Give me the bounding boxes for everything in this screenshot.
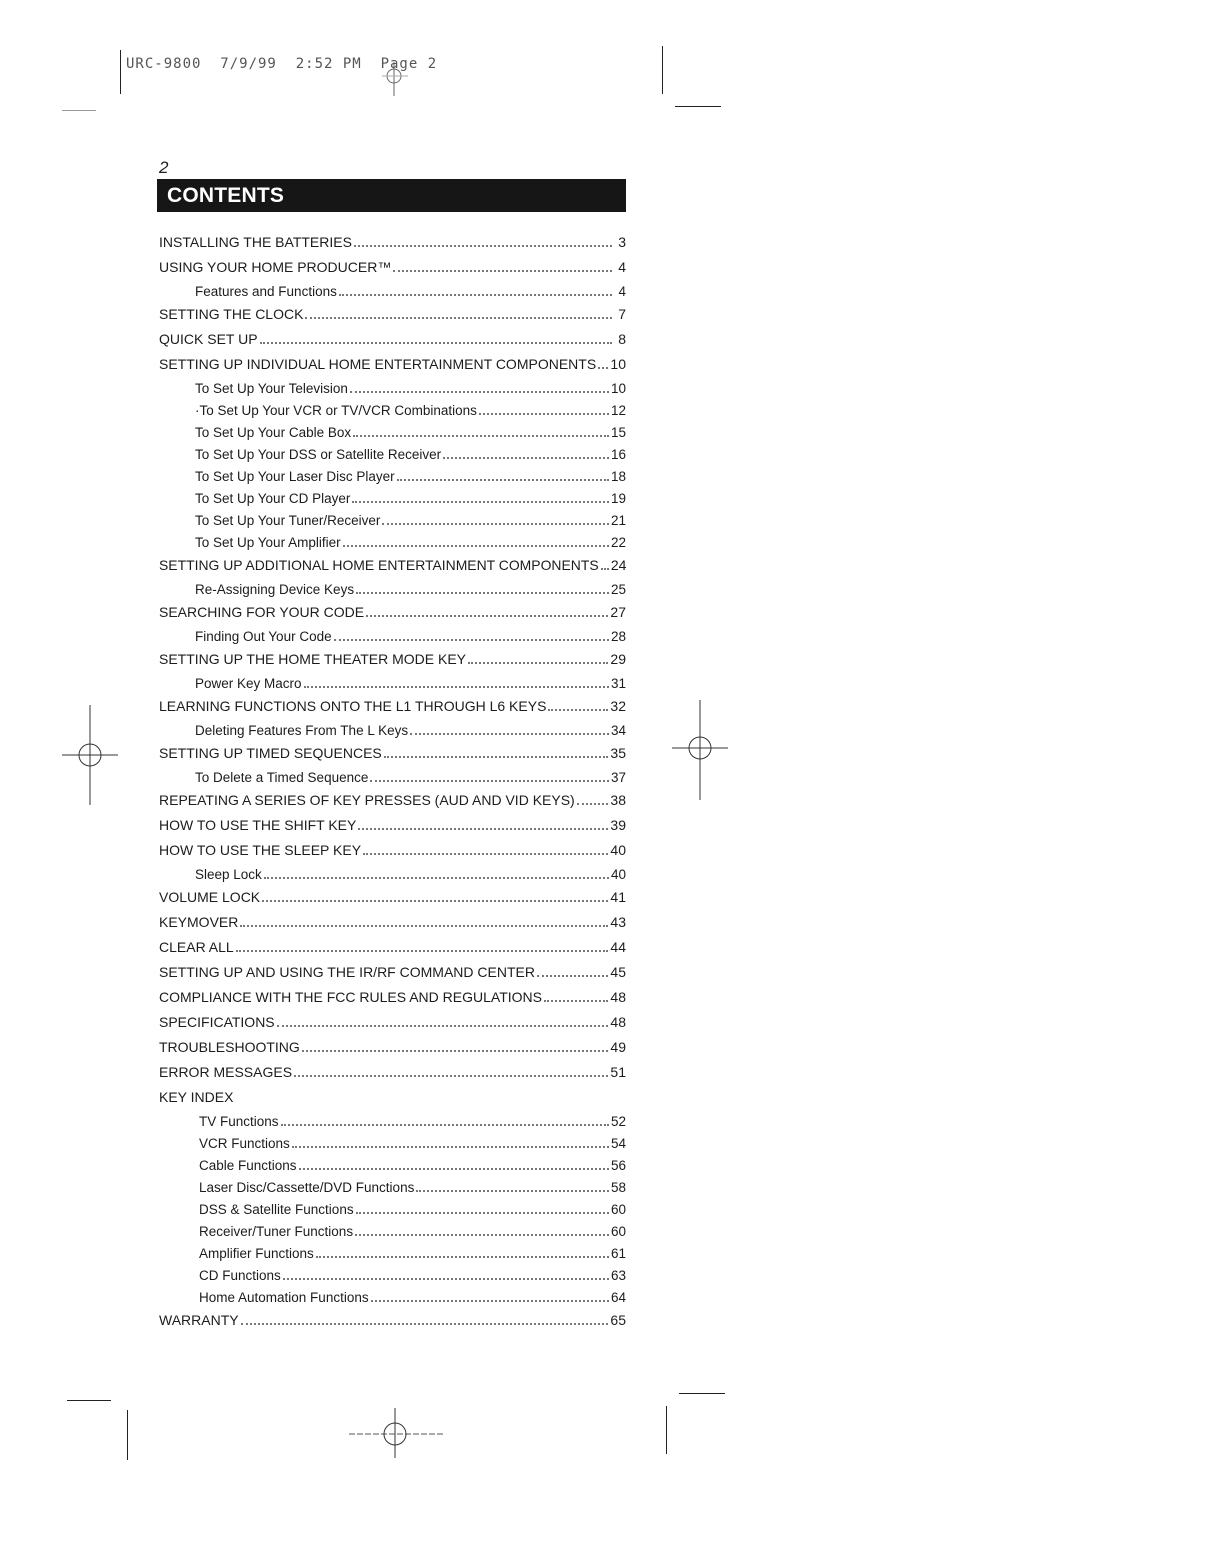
toc-entry-page: 18 [610,469,626,484]
dot-leader [236,938,609,952]
toc-entry-label: REPEATING A SERIES OF KEY PRESSES (AUD AND VID KEYS) [159,792,575,808]
dot-leader [370,768,609,782]
dot-leader [544,988,608,1002]
dot-leader [468,650,608,664]
toc-entry-page: 7 [618,306,626,322]
toc-entry-page: 31 [610,676,626,691]
toc-subentry [159,533,626,555]
toc-entry-page: 10 [610,356,626,372]
toc-entry-page: 35 [610,745,626,761]
toc-entry-page: 49 [610,1039,626,1055]
toc-entry-label: HOW TO USE THE SLEEP KEY [159,842,362,858]
dot-leader [334,627,609,641]
contents-title-bar [157,179,626,212]
crop-mark-top-left [120,50,121,94]
toc-entry-label: SETTING THE CLOCK [159,306,304,322]
dot-leader [343,533,609,547]
crop-mark-bottom-right-horizontal [679,1393,725,1394]
page-number: 2 [159,158,169,177]
toc-entry [159,1310,626,1335]
toc-entry [159,1037,626,1062]
dot-leader [292,1134,609,1148]
toc-entry-page: 48 [610,1014,626,1030]
toc-entry-page: 29 [610,651,626,667]
toc-entry-page: 61 [610,1246,626,1261]
toc-entry-label: USING YOUR HOME PRODUCER™ [159,259,392,275]
toc-subentry [159,489,626,511]
toc-entry [159,304,626,329]
toc-entry-label: To Set Up Your CD Player [195,491,351,506]
toc-entry-page: 64 [610,1290,626,1305]
toc-entry [159,257,626,282]
toc-entry-page: 54 [610,1136,626,1151]
toc-entry-page: 3 [618,234,626,250]
dot-leader [382,511,609,525]
toc-entry [159,232,626,257]
toc-entry [159,696,626,721]
toc-entry-label: Finding Out Your Code [195,629,332,644]
toc-entry-label: Features and Functions [195,284,337,299]
toc-entry-label: SETTING UP ADDITIONAL HOME ENTERTAINMENT COMPONENTS [159,557,599,573]
toc-entry-label: Amplifier Functions [199,1246,314,1261]
toc-entry-label: Deleting Features From The L Keys [195,723,409,738]
toc-entry-label: SEARCHING FOR YOUR CODE [159,604,365,620]
toc-entry [159,1012,626,1037]
toc-entry [159,937,626,962]
toc-entry [159,840,626,865]
toc-entry-label: VCR Functions [199,1136,290,1151]
toc-entry [159,815,626,840]
toc-entry-label: VOLUME LOCK [159,889,261,905]
toc-subentry [159,1178,626,1200]
crop-mark-bottom-left-horizontal [67,1400,111,1401]
print-slug: URC-9800 7/9/99 2:52 PM Page 2 [126,56,438,72]
toc-entry-page: 40 [610,867,626,882]
dot-leader [264,865,609,879]
toc-subentry [159,401,626,423]
toc-entry-label: To Delete a Timed Sequence [195,770,369,785]
dot-leader [397,467,609,481]
dot-leader [548,697,608,711]
dot-leader [356,580,609,594]
dot-leader [299,1156,609,1170]
toc-entry-label: SETTING UP TIMED SEQUENCES [159,745,382,761]
toc-entry-page: 21 [610,513,626,528]
toc-entry-page: 45 [610,964,626,980]
toc-entry-page: 27 [610,604,626,620]
toc-entry-page: 10 [610,381,626,396]
dot-leader [363,841,608,855]
toc-entry [159,602,626,627]
toc-entry-label: Laser Disc/Cassette/DVD Functions [199,1180,415,1195]
toc-entry-page: 32 [610,698,626,714]
toc-entry-page: 51 [610,1064,626,1080]
toc-entry-label: To Set Up Your Cable Box [195,425,352,440]
dot-leader [240,913,608,927]
toc-entry [159,987,626,1012]
toc-entry-label: LEARNING FUNCTIONS ONTO THE L1 THROUGH L6 KEYS [159,698,547,714]
toc-entry-page: 24 [610,557,627,573]
dot-leader [577,791,609,805]
toc-entry-label: HOW TO USE THE SHIFT KEY [159,817,357,833]
toc-subentry [159,1112,626,1134]
dot-leader [262,888,608,902]
toc-entry-label: To Set Up Your Amplifier [195,535,341,550]
crop-mark-right-horizontal [675,106,721,107]
toc-entry-label: To Set Up Your Television [195,381,348,396]
dot-leader [339,282,612,296]
toc-entry-label: WARRANTY [159,1312,239,1328]
dot-leader [235,1090,612,1102]
toc-entry [159,1062,626,1087]
toc-entry-label: KEY INDEX [159,1089,234,1105]
dot-leader [443,445,609,459]
toc-entry-page: 63 [610,1268,626,1283]
toc-entry-page: 4 [618,259,626,275]
dot-leader [260,330,612,344]
toc-entry-label: SETTING UP INDIVIDUAL HOME ENTERTAINMENT COMPONENTS [159,356,597,372]
crop-mark-bottom-right-vertical [666,1406,667,1454]
toc-entry-label: Sleep Lock [195,867,262,882]
toc-entry-page: 16 [610,447,626,462]
toc-subentry [159,282,626,304]
toc-subentry [159,1200,626,1222]
toc-entry [159,962,626,987]
dot-leader [393,258,612,272]
toc-entry-label: INSTALLING THE BATTERIES [159,234,352,250]
crop-mark-left-horizontal [62,110,96,111]
dot-leader [241,1311,609,1325]
toc-entry-page: 28 [610,629,626,644]
toc-entry-label: To Set Up Your Laser Disc Player [195,469,395,484]
dot-leader [537,963,608,977]
registration-mark-right-icon [670,700,730,800]
toc-entry-page: 39 [610,817,626,833]
toc-subentry [159,379,626,401]
toc-entry-page: 12 [610,403,626,418]
toc-entry-page: 40 [610,842,626,858]
dot-leader [410,721,609,735]
toc-entry-page: 60 [610,1202,626,1217]
registration-mark-left-icon [60,705,120,805]
toc-entry-label: COMPLIANCE WITH THE FCC RULES AND REGULATIONS [159,989,542,1005]
dot-leader [355,1222,609,1236]
toc-subentry [159,674,626,696]
dot-leader [281,1112,609,1126]
toc-entry-page: 15 [610,425,626,440]
dot-leader [358,816,608,830]
toc-entry-page: 52 [610,1114,626,1129]
toc-subentry [159,1222,626,1244]
toc-subentry [159,627,626,649]
toc-entry-label: CD Functions [199,1268,281,1283]
toc-entry [159,555,626,580]
toc-entry-label: Cable Functions [199,1158,297,1173]
toc-entry-label: Receiver/Tuner Functions [199,1224,354,1239]
toc-subentry [159,768,626,790]
toc-entry [159,649,626,674]
toc-entry [159,912,626,937]
toc-entry-label: TV Functions [199,1114,279,1129]
toc-entry-page: 38 [610,792,626,808]
toc-entry-label: KEYMOVER [159,914,239,930]
toc-entry [159,887,626,912]
dot-leader [302,1038,609,1052]
toc-entry [159,1087,626,1112]
toc-subentry [159,467,626,489]
dot-leader [598,355,608,369]
dot-leader [283,1266,609,1280]
toc-entry-page: 19 [610,491,626,506]
toc-subentry [159,865,626,887]
toc-entry [159,329,626,354]
dot-leader [277,1013,609,1027]
toc-entry-page: 56 [610,1158,626,1173]
toc-entry-label: Re-Assigning Device Keys [195,582,355,597]
dot-leader [350,379,609,393]
toc-entry-page: 4 [618,284,626,299]
toc-entry-page: 48 [610,989,626,1005]
toc-entry-page: 43 [610,914,626,930]
toc-entry-page: 65 [610,1312,626,1328]
toc-entry-page: 41 [610,889,626,905]
toc-entry-label: Power Key Macro [195,676,302,691]
toc-entry-label: TROUBLESHOOTING [159,1039,300,1055]
toc-entry-page: 58 [610,1180,626,1195]
table-of-contents [159,232,626,1335]
dot-leader [304,674,609,688]
toc-entry [159,743,626,768]
dot-leader [294,1063,608,1077]
toc-subentry [159,721,626,743]
toc-entry-label: To Set Up Your Tuner/Receiver [195,513,381,528]
dot-leader [305,305,612,319]
toc-subentry [159,1134,626,1156]
dot-leader [384,744,609,758]
toc-subentry [159,1266,626,1288]
toc-entry-page: 60 [610,1224,626,1239]
page-title: CONTENTS [167,184,285,207]
dot-leader [366,603,608,617]
registration-mark-bottom-icon [345,1408,445,1458]
toc-subentry [159,1288,626,1310]
toc-subentry [159,445,626,467]
toc-entry-label: ·To Set Up Your VCR or TV/VCR Combinations [195,403,477,418]
toc-subentry [159,423,626,445]
dot-leader [601,556,609,570]
toc-subentry [159,1156,626,1178]
toc-entry-label: SETTING UP AND USING THE IR/RF COMMAND CENTER [159,964,535,980]
toc-entry-label: SETTING UP THE HOME THEATER MODE KEY [159,651,467,667]
crop-mark-top-right [662,46,663,94]
toc-entry-label: QUICK SET UP [159,331,258,347]
toc-entry-page: 37 [610,770,626,785]
toc-entry [159,354,626,379]
toc-entry-label: DSS & Satellite Functions [199,1202,354,1217]
toc-entry-page: 8 [618,331,626,347]
toc-entry-page: 44 [610,939,626,955]
toc-entry-label: Home Automation Functions [199,1290,369,1305]
toc-entry-page: 22 [610,535,626,550]
toc-subentry [159,511,626,533]
toc-entry-page: 25 [610,582,626,597]
toc-entry-label: To Set Up Your DSS or Satellite Receiver [195,447,442,462]
dot-leader [354,233,612,247]
dot-leader [353,423,609,437]
toc-entry-page: 34 [610,723,626,738]
dot-leader [416,1178,609,1192]
dot-leader [352,489,609,503]
toc-subentry [159,580,626,602]
toc-entry [159,790,626,815]
dot-leader [479,401,609,415]
crop-mark-bottom-left-vertical [127,1410,128,1460]
toc-entry-label: ERROR MESSAGES [159,1064,293,1080]
toc-entry-label: SPECIFICATIONS [159,1014,275,1030]
dot-leader [356,1200,609,1214]
dot-leader [371,1288,609,1302]
dot-leader [316,1244,609,1258]
toc-entry-label: CLEAR ALL [159,939,234,955]
toc-subentry [159,1244,626,1266]
